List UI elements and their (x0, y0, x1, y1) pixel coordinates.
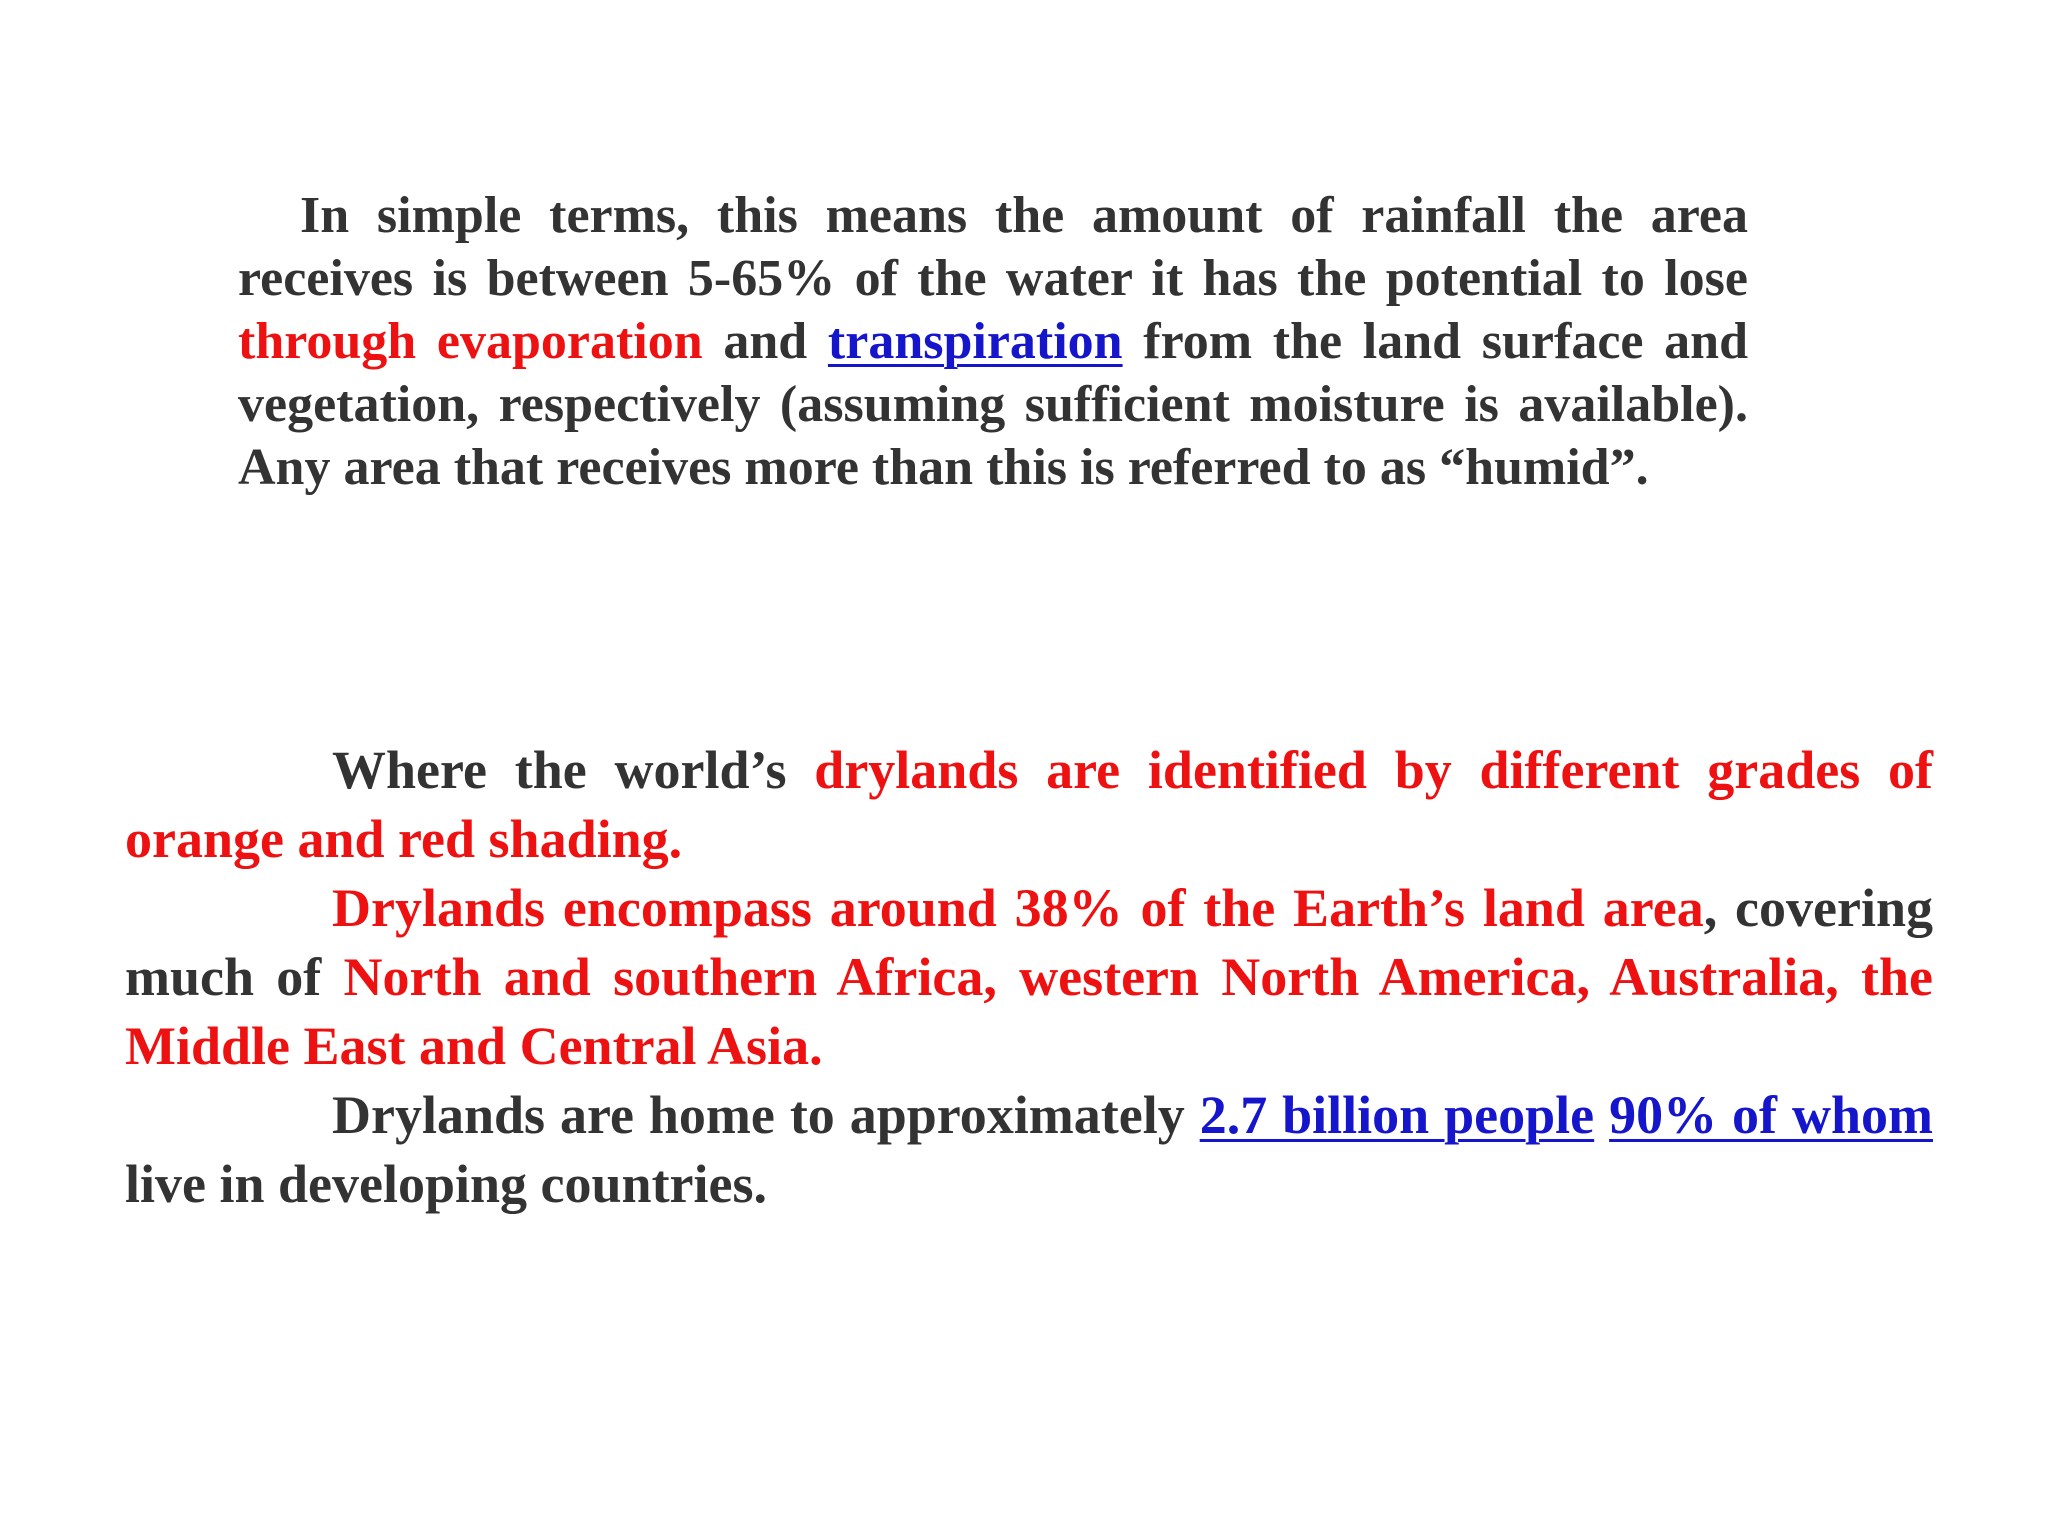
drylands-map-sentence (125, 736, 1933, 874)
highlight-drylands-shading: drylands are identified by different grades of orange and red shading. (125, 740, 1933, 869)
transpiration-link[interactable]: transpiration (827, 313, 1123, 370)
drylands-area-sentence (125, 874, 1933, 1081)
drylands-paragraph (125, 736, 1933, 1219)
population-link[interactable]: 2.7 billion people (1199, 1085, 1595, 1145)
rainfall-definition-paragraph (238, 184, 1748, 499)
paragraph1-text-intro: In simple terms, this means the amount of rainfall the area receives is between 5-65% of the water it has the potential to lose (238, 187, 1748, 307)
highlight-drylands-area: Drylands encompass around 38% of the Earth’s land area (332, 878, 1704, 938)
population-space (1594, 1085, 1609, 1145)
highlight-through-evaporation: through evaporation (238, 313, 703, 370)
developing-countries-text: live in developing countries. (125, 1154, 768, 1214)
paragraph1-text-rest: from the land surface and vegetation, respectively (assuming sufficient moisture is available). Any area that receives more than this is referred to as “humid”. (238, 313, 1749, 496)
highlight-dryland-regions: North and southern Africa, western North America, Australia, the Middle East and Central Asia. (125, 947, 1933, 1076)
paragraph1-text-and: and (702, 313, 828, 370)
drylands-covering-text: , covering much of (125, 878, 1933, 1007)
drylands-home-text: Drylands are home to approximately (332, 1085, 1200, 1145)
drylands-population-sentence (125, 1081, 1933, 1219)
developing-share-link[interactable]: 90% of whom (1609, 1085, 1933, 1145)
drylands-map-text: Where the world’s (332, 740, 815, 800)
